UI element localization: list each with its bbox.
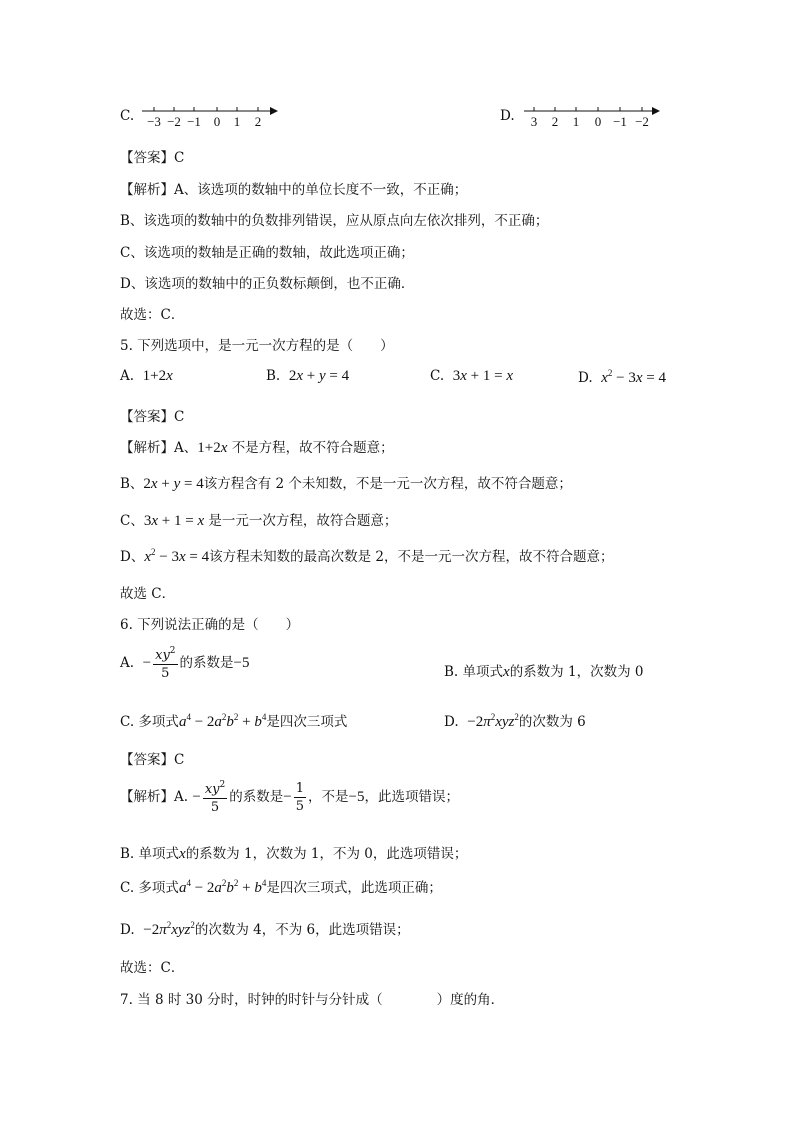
number-line-d-tick-label: −1 — [613, 114, 627, 129]
q6-option-d: D. $-2\pi^2xyz^2$的次数为 6 — [444, 712, 586, 730]
number-line-c-tick-label: 0 — [213, 114, 221, 129]
q4-conclusion: 故选：C． — [120, 307, 185, 323]
number-line-c-tick-label: 1 — [233, 114, 241, 129]
q5-option-a: A. 1+2x — [120, 368, 173, 384]
q6-conclusion: 故选：C． — [120, 960, 185, 976]
q6-analysis-c: C. 多项式$a^4 - 2a^2b^2 + b^4$是四次三项式，此选项正确； — [120, 878, 442, 896]
q5-answer: 【答案】C — [120, 409, 185, 425]
number-line-c-tick-label: 2 — [254, 114, 262, 129]
q5-analysis-c: C、3x + 1 = x 是一元一次方程，故符合题意； — [120, 513, 398, 529]
q5-option-c: C. 3x + 1 = x — [430, 368, 513, 384]
number-line-d-tick-label: 1 — [572, 114, 580, 129]
q5-option-b: B. 2x + y = 4 — [266, 368, 350, 384]
q5-conclusion: 故选 C． — [120, 586, 176, 602]
q6-analysis-a: 【解析】A. − $\frac{xy^2}{5}$ 的系数是− $\frac{1}{5}$ ，不是−5，此选项错误； — [120, 780, 459, 815]
q6-stem: 6. 下列说法正确的是（ ） — [120, 617, 300, 633]
number-line-d-tick-label: 0 — [594, 114, 602, 129]
q4-analysis-b: B、该选项的数轴中的负数排列错误，应从原点向左依次排列，不正确； — [120, 213, 549, 229]
q6-analysis-b: B. 单项式x的系数为 1，次数为 1，不为 0，此选项错误； — [120, 846, 468, 862]
number-line-c-tick-label: −1 — [187, 114, 201, 129]
q6-analysis-d: D. $-2\pi^2xyz^2$的次数为 4，不为 6，此选项错误； — [120, 920, 410, 938]
number-line-d-tick-label: −2 — [635, 114, 649, 129]
q6-option-b: B. 单项式x的系数为 1，次数为 0 — [444, 664, 644, 680]
q6-option-c: C. 多项式$a^4 - 2a^2b^2 + b^4$是四次三项式 — [120, 712, 348, 730]
q5-option-d: D. $x^2 - 3x = 4$ — [578, 368, 667, 386]
number-line-c-tick-label: −3 — [147, 114, 161, 129]
q5-analysis-d: D、$x^2 - 3x = 4$该方程未知数的最高次数是 2，不是一元一次方程，故不符合题意； — [120, 547, 614, 565]
q5-analysis-b: B、2x + y = 4该方程含有 2 个未知数，不是一元一次方程，故不符合题意； — [120, 476, 572, 492]
q7-stem: 7. 当 8 时 30 分时，时钟的时针与分针成（ ）度的角． — [120, 992, 505, 1008]
number-line-d-tick-label: 2 — [551, 114, 559, 129]
number-line-c-tick-label: −2 — [167, 114, 181, 129]
number-line-d-tick-label: 3 — [530, 114, 538, 129]
q6-option-a: A. − $\frac{xy^2}{5}$ 的系数是−5 — [120, 646, 250, 681]
q4-analysis-a: 【解析】A、该选项的数轴中的单位长度不一致，不正确； — [120, 182, 468, 198]
option-c-label: C. — [120, 108, 135, 124]
q5-analysis-a: 【解析】A、1+2x 不是方程，故不符合题意； — [120, 440, 394, 456]
q4-analysis-d: D、该选项的数轴中的正负数标颠倒，也不正确． — [120, 276, 415, 292]
number-line-d — [520, 104, 660, 130]
q6-answer: 【答案】C — [120, 752, 185, 768]
q5-stem: 5. 下列选项中，是一元一次方程的是（ ） — [120, 338, 394, 354]
number-line-c — [138, 104, 278, 130]
option-d-label: D. — [500, 108, 515, 124]
q4-answer: 【答案】C — [120, 150, 185, 166]
q4-analysis-c: C、该选项的数轴是正确的数轴，故此选项正确； — [120, 245, 414, 261]
